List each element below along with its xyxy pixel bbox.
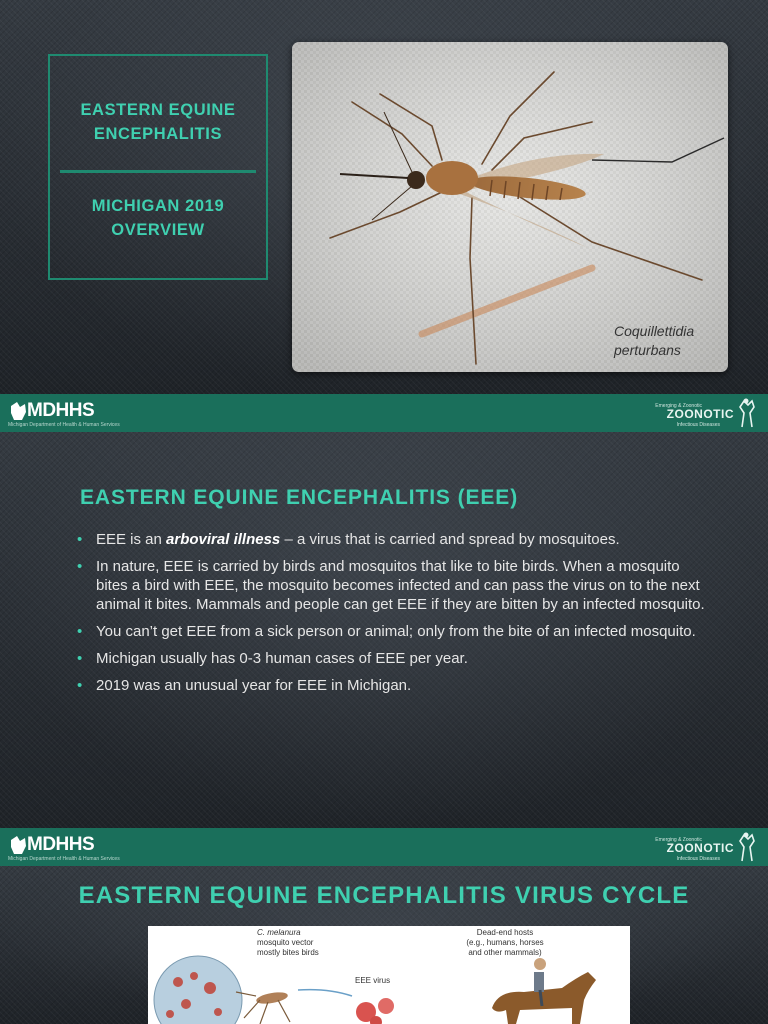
bullet-text: – a virus that is carried and spread by mosquitoes. (280, 531, 620, 548)
zoonotic-subtext: Infectious Diseases (676, 856, 720, 862)
mdhhs-logo: MDHHS (27, 834, 95, 855)
emphasis-text: arboviral illness (166, 531, 281, 548)
eee-info-slide (0, 432, 768, 828)
zoonotic-subtext: Infectious Diseases (676, 422, 720, 428)
vector-line-2: mosquito vector (257, 938, 314, 947)
virus-cycle-slide (0, 866, 768, 1024)
photo-caption (614, 322, 694, 360)
virus-cycle-diagram (148, 926, 630, 1024)
footer-bar (0, 394, 768, 432)
zoonotic-logo: ZOONOTIC (666, 841, 734, 855)
title-line-2: ENCEPHALITIS (93, 125, 223, 143)
mdhhs-subtext: Michigan Department of Health & Human Services (8, 856, 120, 862)
eee-heading: EASTERN EQUINE ENCEPHALITIS (EEE) (80, 486, 519, 509)
mdhhs-subtext: Michigan Department of Health & Human Services (8, 422, 120, 428)
michigan-icon (8, 834, 28, 856)
footer-bar (0, 828, 768, 866)
title-divider (60, 170, 256, 173)
title-box (48, 54, 268, 280)
main-title (50, 98, 266, 146)
vector-label (257, 928, 319, 958)
subtitle-line-1: MICHIGAN 2019 (91, 197, 225, 215)
deer-hunter-icon (734, 831, 760, 863)
hosts-line-3: and other mammals) (468, 948, 542, 957)
bullet-usual-cases: • Michigan usually has 0-3 human cases of EEE per year. (77, 649, 707, 668)
mosquito-photo (292, 42, 728, 372)
hosts-line-2: (e.g., humans, horses (466, 938, 544, 947)
bullet-arboviral (77, 530, 707, 549)
virus-label: EEE virus (355, 976, 391, 985)
title-slide (0, 0, 768, 394)
subtitle-line-2: OVERVIEW (111, 221, 205, 239)
zoonotic-top-text: Emerging & Zoonotic (655, 837, 702, 843)
caption-line-1: Coquillettidia (614, 323, 695, 339)
hosts-label (450, 928, 560, 958)
subtitle (50, 194, 266, 242)
mdhhs-logo: MDHHS (27, 400, 95, 421)
deer-hunter-icon (734, 397, 760, 429)
bullet-not-contagious: • You can’t get EEE from a sick person or animal; only from the bite of an infected mosquito. (77, 622, 707, 641)
vector-line-1: C. melanura (257, 928, 301, 937)
bullet-text: EEE is an (96, 531, 167, 548)
zoonotic-top-text: Emerging & Zoonotic (655, 403, 702, 409)
zoonotic-logo: ZOONOTIC (666, 407, 734, 421)
eee-bullet-list (77, 530, 707, 703)
hosts-line-1: Dead-end hosts (476, 928, 534, 937)
bullet-transmission: • In nature, EEE is carried by birds and mosquitos that like to bite birds. When a mosquito bites a bird with EEE, the mosquito becomes infected and can pass the virus on to the next animal it bites. Mammals and people can get EEE if they are bitten by an infected mosquito. (77, 557, 707, 614)
bullet-2019: • 2019 was an unusual year for EEE in Michigan. (77, 676, 707, 695)
michigan-icon (8, 400, 28, 422)
virus-cycle-heading: EASTERN EQUINE ENCEPHALITIS VIRUS CYCLE (78, 882, 690, 909)
title-line-1: EASTERN EQUINE (80, 101, 236, 119)
caption-line-2: perturbans (614, 342, 681, 358)
vector-line-3: mostly bites birds (257, 948, 319, 957)
